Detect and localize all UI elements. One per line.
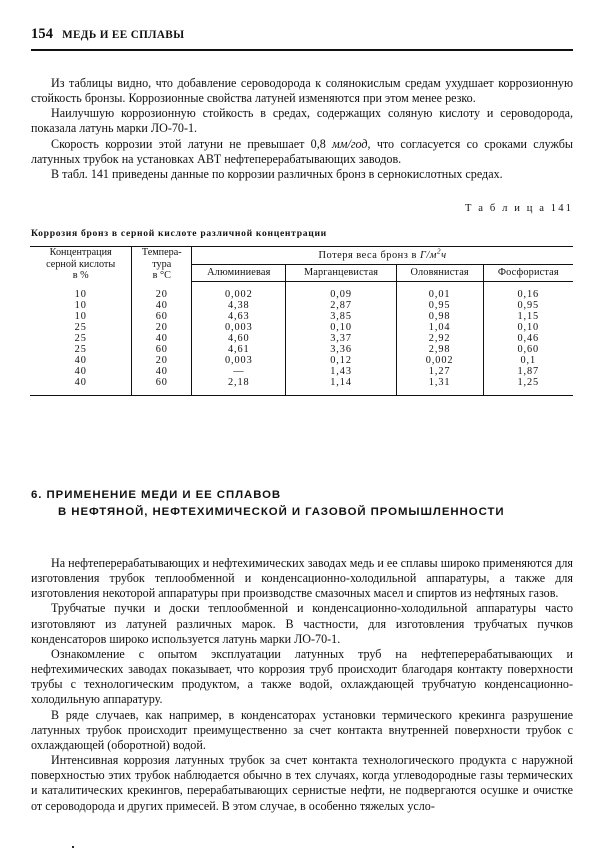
cell-concentration: 10	[30, 311, 132, 322]
paragraph: Скорость коррозии этой латуни не превышает 0,8 мм/год, что согласуется со сроками службы латунных трубок на установках АВТ нефтеперерабатывающих заводов.	[31, 136, 573, 166]
cell-manganese: 3,36	[286, 344, 396, 355]
cell-temperature: 60	[132, 344, 192, 355]
cell-manganese: 0,12	[286, 355, 396, 366]
table-row	[30, 300, 573, 311]
cell-aluminium: 4,60	[192, 333, 286, 344]
cell-temperature: 40	[132, 300, 192, 311]
paragraph: Ознакомление с опытом эксплуатации латунных труб на нефтеперерабатывающих и нефтехимических заводах показывает, что коррозия труб происходит благодаря контакту поверхности трубы с технологическим продуктом, а также водой, охлаждающей трубчатую конденсационно-холодильную аппаратуру.	[31, 646, 573, 707]
header-alloy-manganese: Марганцевистая	[286, 264, 396, 282]
corrosion-data-table	[30, 246, 573, 396]
header-weight-loss-span: Потеря веса бронз в $Г/м^2ч$	[192, 247, 573, 265]
cell-temperature: 40	[132, 333, 192, 344]
cell-concentration: 25	[30, 344, 132, 355]
cell-temperature: 20	[132, 355, 192, 366]
table-body	[30, 282, 573, 396]
cell-phosphorus: 1,87	[517, 366, 540, 378]
cell-concentration: 10	[30, 300, 132, 311]
paragraph: Интенсивная коррозия латунных трубок за счет контакта технологического продукта с наружной поверхностью этих трубок наблюдается обычно в тех случаях, когда углеводородные газы термических и каталитических крекингов, перерабатывающих сернистые нефти, не подвергаются осушке и очистке от сероводорода и других примесей. В этом случае, в особенно тяжелых усло-	[31, 753, 573, 813]
cell-temperature: 20	[132, 282, 192, 301]
cell-tin: 1,04	[396, 322, 483, 333]
cell-phosphorus: 0,1	[520, 355, 537, 367]
section-heading	[31, 487, 573, 520]
table-header-row-top	[30, 247, 573, 265]
cell-aluminium: —	[192, 366, 286, 377]
cell-phosphorus: 1,15	[517, 311, 540, 323]
paragraph: Трубчатые пучки и доски теплообменной и конденсационно-холодильной аппаратуры часто изготовляют из латуней различных марок. В частности, для изготовления трубчатых пучков конденсаторов широко используется латунь марки ЛО-70-1.	[31, 601, 573, 646]
header-temperature: Темпера- тура в °С	[132, 247, 192, 282]
table-caption: Коррозия бронз в серной кислоте различной концентрации	[31, 228, 327, 239]
section-text-block	[31, 556, 573, 814]
cell-concentration: 10	[30, 282, 132, 301]
table-row	[30, 282, 573, 301]
page-speck	[72, 846, 74, 848]
cell-manganese: 2,87	[286, 300, 396, 311]
running-head	[31, 26, 573, 43]
cell-concentration: 25	[30, 322, 132, 333]
cell-manganese: 0,10	[286, 322, 396, 333]
table-head	[30, 247, 573, 282]
cell-tin: 2,98	[396, 344, 483, 355]
table-row	[30, 333, 573, 344]
cell-concentration: 25	[30, 333, 132, 344]
cell-temperature: 40	[132, 366, 192, 377]
cell-manganese: 1,14	[286, 377, 396, 396]
cell-manganese: 3,37	[286, 333, 396, 344]
cell-aluminium: 4,38	[192, 300, 286, 311]
cell-concentration: 40	[30, 377, 132, 396]
cell-tin: 1,27	[396, 366, 483, 377]
intro-text-block	[31, 76, 573, 182]
cell-tin: 0,002	[396, 355, 483, 366]
cell-aluminium: 0,003	[192, 355, 286, 366]
header-concentration: Концентрация серной кислоты в %	[30, 247, 132, 282]
paragraph: Наилучшую коррозионную стойкость в средах, содержащих соляную кислоту и сероводорода, показала латунь марки ЛО-70-1.	[31, 106, 573, 136]
table-row	[30, 366, 573, 377]
cell-aluminium: 0,003	[192, 322, 286, 333]
cell-phosphorus: 1,25	[483, 377, 573, 396]
paragraph: На нефтеперерабатывающих и нефтехимических заводах медь и ее сплавы широко применяются для изготовления трубок теплообменной и конденсационно-холодильной аппаратуры, а также для изготовления некоторой аппаратуры при производстве смазочных масел и спиртов из нефтяных газов.	[31, 556, 573, 601]
cell-temperature: 20	[132, 322, 192, 333]
table-row	[30, 311, 573, 322]
cell-tin: 0,98	[396, 311, 483, 322]
cell-manganese: 1,43	[286, 366, 396, 377]
cell-manganese: 0,09	[286, 282, 396, 301]
table-row	[30, 344, 573, 355]
cell-tin: 1,31	[396, 377, 483, 396]
page-number: 154	[31, 26, 54, 42]
cell-aluminium: 4,61	[192, 344, 286, 355]
cell-phosphorus: 0,95	[517, 300, 540, 312]
cell-temperature: 60	[132, 377, 192, 396]
unit-label: $Г/м^2ч$	[419, 246, 447, 261]
cell-manganese: 3,85	[286, 311, 396, 322]
running-head-title: МЕДЬ И ЕЕ СПЛАВЫ	[62, 29, 185, 41]
measurement-unit: мм/год,	[332, 136, 371, 151]
header-alloy-phosphorus: Фосфористая	[483, 264, 573, 282]
table-number-label: Т а б л и ц а 141	[464, 203, 573, 214]
cell-aluminium: 2,18	[192, 377, 286, 396]
cell-aluminium: 4,63	[192, 311, 286, 322]
paragraph: В ряде случаев, как например, в конденсаторах установки термического крекинга разрушение латунных трубок происходит преимущественно за счет контакта внутренней поверхности трубок с охлаждающей (оборотной) водой.	[31, 707, 573, 752]
cell-temperature: 60	[132, 311, 192, 322]
section-heading-line-2: В НЕФТЯНОЙ, НЕФТЕХИМИЧЕСКОЙ И ГАЗОВОЙ ПРОМЫШЛЕННОСТИ	[58, 505, 505, 518]
paragraph: Из таблицы видно, что добавление сероводорода к солянокислым средам ухудшает коррозионную стойкость бронзы. Коррозионные свойства латуней изменяются при этом менее резко.	[31, 76, 573, 106]
header-alloy-aluminium: Алюминиевая	[192, 264, 286, 282]
cell-aluminium: 0,002	[192, 282, 286, 301]
cell-phosphorus: 0,16	[517, 289, 540, 301]
cell-concentration: 40	[30, 355, 132, 366]
cell-tin: 0,95	[396, 300, 483, 311]
table-row	[30, 377, 573, 396]
cell-tin: 0,01	[396, 282, 483, 301]
cell-phosphorus: 0,60	[517, 344, 540, 356]
header-alloy-tin: Оловянистая	[396, 264, 483, 282]
paragraph: В табл. 141 приведены данные по коррозии различных бронз в сернокислотных средах.	[51, 166, 503, 181]
cell-phosphorus: 0,10	[517, 322, 540, 334]
running-head-rule	[31, 49, 573, 51]
cell-tin: 2,92	[396, 333, 483, 344]
cell-phosphorus: 0,46	[517, 333, 540, 345]
section-heading-line-1: 6. ПРИМЕНЕНИЕ МЕДИ И ЕЕ СПЛАВОВ	[31, 489, 282, 501]
table-row	[30, 355, 573, 366]
cell-concentration: 40	[30, 366, 132, 377]
table-row	[30, 322, 573, 333]
